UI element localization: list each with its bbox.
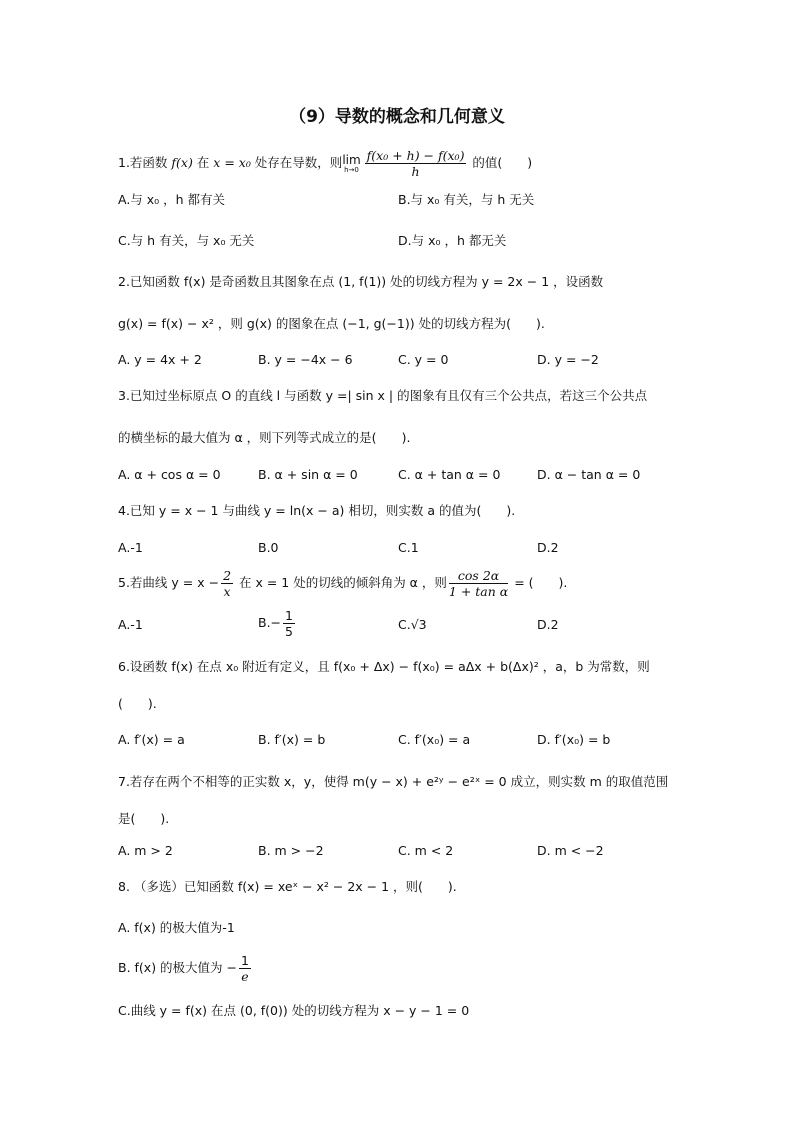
question-4-option-c: C.1 — [398, 540, 419, 555]
question-5-option-b: B.− $\frac{1}{5}$ — [258, 608, 293, 639]
question-8-option-b: B. f(x) 的极大值为 − $\frac{1}{e}$ — [118, 953, 249, 984]
question-4-option-a: A.-1 — [118, 540, 143, 555]
question-2-option-d: D. y = −2 — [537, 352, 599, 367]
question-4-stem: 4.已知 y = x − 1 与曲线 y = ln(x − a) 相切，则实数 a 的值为( ). — [118, 503, 516, 518]
question-3-stem-line-2: 的横坐标的最大值为 α ，则下列等式成立的是( ). — [118, 430, 411, 445]
question-3-option-a: A. α + cos α = 0 — [118, 467, 221, 482]
question-5-option-c: C.√3 — [398, 617, 427, 632]
question-5-option-a: A.-1 — [118, 617, 143, 632]
question-6-stem-line-1: 6.设函数 f(x) 在点 x₀ 附近有定义，且 f(x₀ + Δx) − f(x₀) = aΔx + b(Δx)² ，a，b 为常数，则 — [118, 659, 650, 674]
page-title: （9）导数的概念和几何意义 — [289, 107, 505, 127]
question-7-stem-line-2: 是( ). — [118, 811, 170, 826]
question-1-option-b: B.与 x₀ 有关，与 h 无关 — [398, 192, 535, 207]
question-8-option-c: C.曲线 y = f(x) 在点 (0, f(0)) 处的切线方程为 x − y − 1 = 0 — [118, 1003, 470, 1018]
question-5-stem: 5.若曲线 y = x − $\frac{2}{x}$ 在 x = 1 处的切线的倾斜角为 α ，则 $\frac{\cos 2\alpha}{\text{1 + tan α}}$ = ( ). — [118, 568, 568, 599]
question-2-option-c: C. y = 0 — [398, 352, 449, 367]
question-6-option-b: B. f′(x) = b — [258, 732, 326, 747]
one-fifth-fraction: $\frac{1}{5}$ — [285, 608, 293, 639]
question-6-option-d: D. f′(x₀) = b — [537, 732, 611, 747]
one-over-e-fraction: $\frac{1}{e}$ — [241, 953, 249, 984]
question-4-option-d: D.2 — [537, 540, 559, 555]
question-8-option-a: A. f(x) 的极大值为-1 — [118, 920, 235, 935]
question-7-option-c: C. m < 2 — [398, 843, 454, 858]
question-3-option-c: C. α + tan α = 0 — [398, 467, 501, 482]
question-2-option-b: B. y = −4x − 6 — [258, 352, 353, 367]
question-2-stem-line-2: g(x) = f(x) − x² ，则 g(x) 的图象在点 (−1, g(−1)) 处的切线方程为( ). — [118, 316, 545, 331]
question-2-stem-line-1: 2.已知函数 f(x) 是奇函数且其图象在点 (1, f(1)) 处的切线方程为 y = 2x − 1 ，设函数 — [118, 274, 604, 289]
question-8-stem: 8. （多选）已知函数 f(x) = xeˣ − x² − 2x − 1 ，则( ). — [118, 879, 457, 894]
question-5-option-d: D.2 — [537, 617, 559, 632]
question-3-option-d: D. α − tan α = 0 — [537, 467, 641, 482]
question-1-option-c: C.与 h 有关，与 x₀ 无关 — [118, 233, 255, 248]
question-4-option-b: B.0 — [258, 540, 279, 555]
question-7-option-d: D. m < −2 — [537, 843, 604, 858]
two-over-x-fraction: $\frac{2}{x}$ — [223, 568, 232, 599]
cos-over-tan-fraction: $\frac{\cos 2\alpha}{\text{1 + tan α}}$ — [448, 568, 509, 599]
question-6-option-a: A. f′(x) = a — [118, 732, 185, 747]
question-3-option-b: B. α + sin α = 0 — [258, 467, 358, 482]
question-7-stem-line-1: 7.若存在两个不相等的正实数 x，y，使得 m(y − x) + e²ʸ − e²ˣ = 0 成立，则实数 m 的取值范围 — [118, 774, 669, 789]
question-7-option-b: B. m > −2 — [258, 843, 324, 858]
question-1-stem: 1.若函数 f(x) 在 x = x₀ 处存在导数，则lim h→0 $\frac{\text{f(x₀ + h) − f(x₀)}}{h}$ 的值( ) — [118, 148, 533, 179]
question-2-option-a: A. y = 4x + 2 — [118, 352, 202, 367]
question-6-stem-line-2: ( ). — [118, 696, 157, 711]
difference-quotient-fraction: $\frac{\text{f(x₀ + h) − f(x₀)}}{h}$ — [366, 148, 465, 179]
question-1-option-d: D.与 x₀ ，h 都无关 — [398, 233, 507, 248]
limit-operator: lim h→0 — [342, 152, 361, 174]
question-7-option-a: A. m > 2 — [118, 843, 173, 858]
question-1-option-a: A.与 x₀ ，h 都有关 — [118, 192, 226, 207]
question-3-stem-line-1: 3.已知过坐标原点 O 的直线 l 与函数 y =| sin x | 的图象有且仅有三个公共点，若这三个公共点 — [118, 388, 648, 403]
question-6-option-c: C. f′(x₀) = a — [398, 732, 471, 747]
